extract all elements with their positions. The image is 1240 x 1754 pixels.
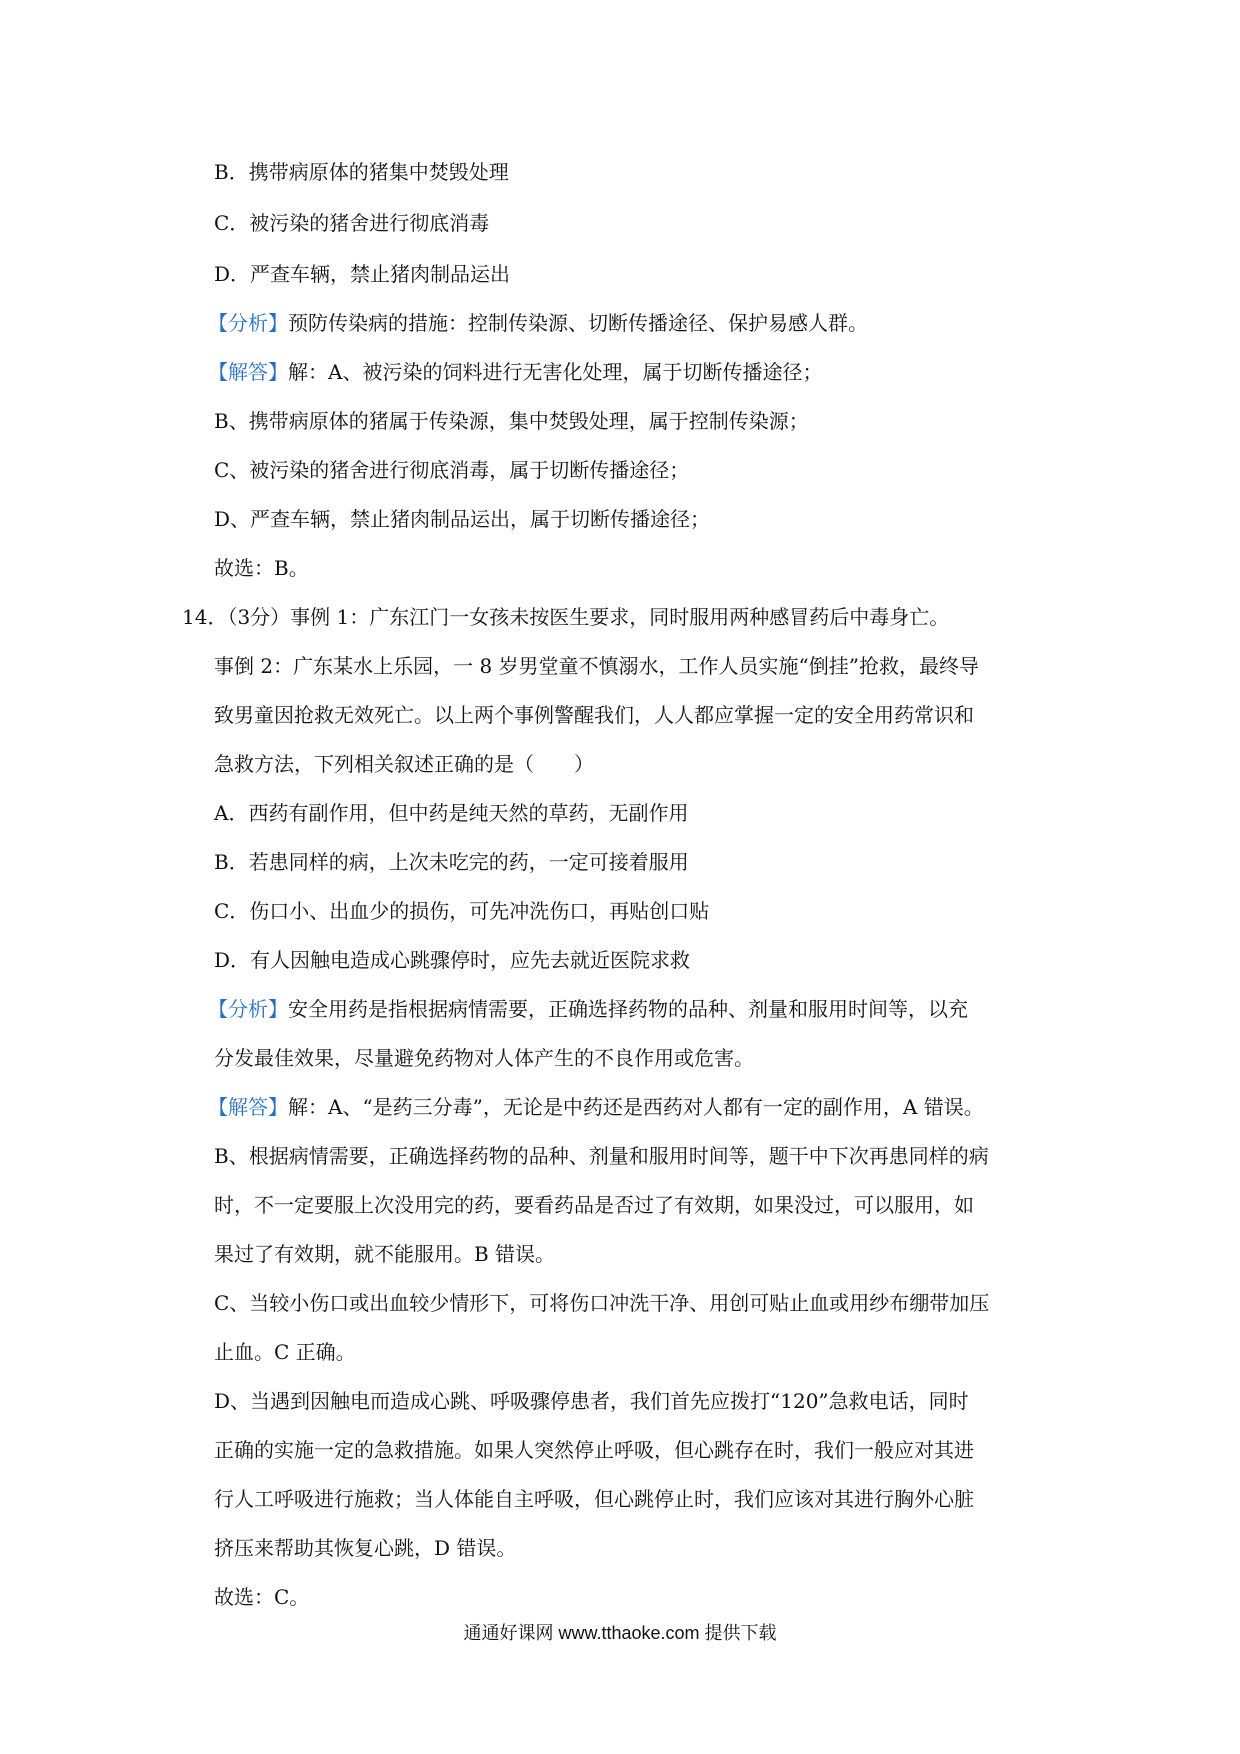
answer-line: [208, 1093, 984, 1121]
answer-line: 正确的实施一定的急救措施。如果人突然停止呼吸，但心跳存在时，我们一般应对其进: [214, 1438, 974, 1462]
option-d: D．严查车辆，禁止猪肉制品运出: [214, 262, 511, 286]
answer-line: D、当遇到因触电而造成心跳、呼吸骤停患者，我们首先应拨打“120”急救电话，同时: [214, 1389, 969, 1413]
answer-line: [208, 358, 822, 386]
answer-line: 止血。C 正确。: [214, 1340, 356, 1364]
option-c: C．被污染的猪舍进行彻底消毒: [214, 211, 490, 235]
answer-line: D、严查车辆，禁止猪肉制品运出，属于切断传播途径；: [214, 507, 711, 531]
answer-line: 时，不一定要服上次没用完的药，要看药品是否过了有效期，如果没过，可以服用，如: [214, 1193, 974, 1217]
option-c: C．伤口小、出血少的损伤，可先冲洗伤口，再贴创口贴: [214, 899, 710, 923]
question-stem: 14．（3分）事例 1：广东江门一女孩未按医生要求，同时服用两种感冒药后中毒身亡。: [182, 605, 950, 629]
answer-line: B、根据病情需要，正确选择药物的品种、剂量和服用时间等，题干中下次再患同样的病: [214, 1144, 989, 1168]
option-b: B．若患同样的病，上次未吃完的药，一定可接着服用: [214, 850, 689, 874]
answer-line: B、携带病原体的猪属于传染源，集中焚毁处理，属于控制传染源；: [214, 409, 809, 433]
answer-line: C、被污染的猪舍进行彻底消毒，属于切断传播途径；: [214, 458, 690, 482]
analysis-tag: 【分析】: [208, 997, 288, 1021]
analysis-line: [208, 309, 868, 337]
answer-choice: 故选：B。: [214, 556, 309, 580]
question-stem: 急救方法，下列相关叙述正确的是（ ）: [214, 752, 594, 776]
footer-download-note: 通通好课网 www.tthaoke.com 提供下载: [463, 1623, 777, 1643]
analysis-line: [208, 995, 968, 1023]
answer-choice: 故选：C。: [214, 1585, 310, 1609]
answer-line: 挤压来帮助其恢复心跳，D 错误。: [214, 1536, 517, 1560]
answer-tag: 【解答】: [208, 1095, 288, 1119]
answer-text: 解：A、被污染的饲料进行无害化处理，属于切断传播途径；: [288, 360, 823, 384]
answer-text: 解：A、“是药三分毒”，无论是中药还是西药对人都有一定的副作用，A 错误。: [288, 1095, 984, 1119]
analysis-text: 安全用药是指根据病情需要，正确选择药物的品种、剂量和服用时间等，以充: [288, 997, 968, 1021]
option-d: D．有人因触电造成心跳骤停时，应先去就近医院求救: [214, 948, 691, 972]
analysis-text: 预防传染病的措施：控制传染源、切断传播途径、保护易感人群。: [288, 311, 868, 335]
answer-tag: 【解答】: [208, 360, 288, 384]
analysis-tag: 【分析】: [208, 311, 288, 335]
analysis-line: 分发最佳效果，尽量避免药物对人体产生的不良作用或危害。: [214, 1046, 754, 1070]
answer-line: C、当较小伤口或出血较少情形下，可将伤口冲洗干净、用创可贴止血或用纱布绷带加压: [214, 1291, 990, 1315]
option-b: B．携带病原体的猪集中焚毁处理: [214, 160, 509, 184]
question-stem: 致男童因抢救无效死亡。以上两个事例警醒我们，人人都应掌握一定的安全用药常识和: [214, 703, 974, 727]
answer-line: 行人工呼吸进行施救；当人体能自主呼吸，但心跳停止时，我们应该对其进行胸外心脏: [214, 1487, 974, 1511]
question-stem: 事倒 2：广东某水上乐园，一 8 岁男堂童不慎溺水，工作人员实施“倒挂”抢救，最终导: [214, 654, 979, 678]
option-a: A．西药有副作用，但中药是纯天然的草药，无副作用: [214, 801, 689, 825]
answer-line: 果过了有效期，就不能服用。B 错误。: [214, 1242, 556, 1266]
